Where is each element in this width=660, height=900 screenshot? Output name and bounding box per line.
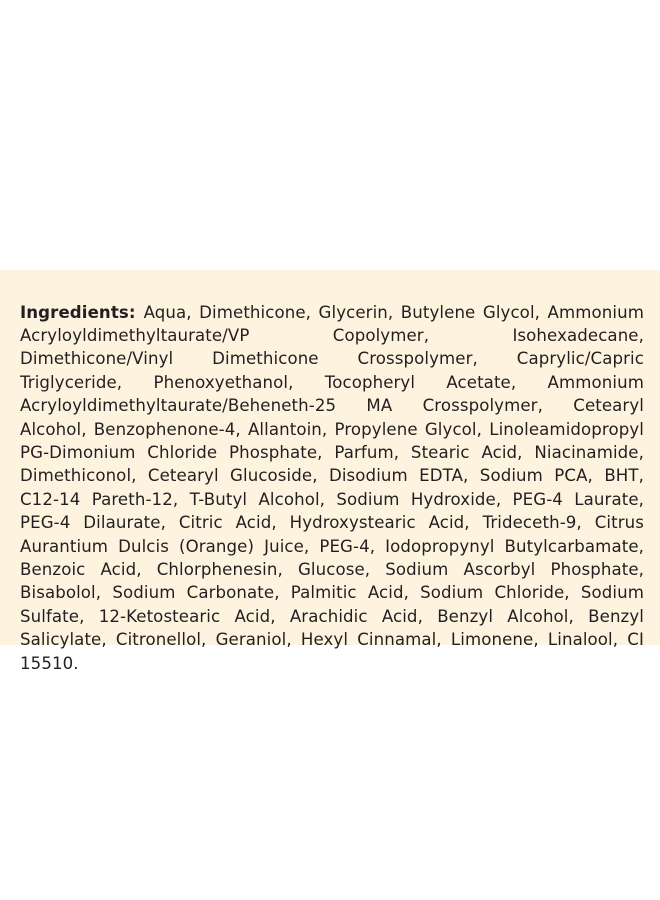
ingredients-panel [0,270,660,673]
ingredients-label: Ingredients: [20,302,144,322]
ingredients-text: Aqua, Dimethicone, Glycerin, Butylene Glycol, Ammonium Acryloyldimethyltaurate/VP Copolymer, Isohexadecane, Dimethicone/Vinyl Dimethicone Crosspolymer, Caprylic/Capric Triglyceride, Phenoxyethanol, Tocopheryl Acetate, Ammonium Acryloyldimethyltaurate/Beheneth-25 MA Crosspolymer, Cetearyl Alcohol, Benzophenone-4, Allantoin, Propylene Glycol, Linoleamidopropyl PG-Dimonium Chloride Phosphate, Parfum, Stearic Acid, Niacinamide, Dimethiconol, Cetearyl Glucoside, Disodium EDTA, Sodium PCA, BHT, C12-14 Pareth-12, T-Butyl Alcohol, Sodium Hydroxide, PEG-4 Laurate, PEG-4 Dilaurate, Citric Acid, Hydroxystearic Acid, Trideceth-9, Citrus Aurantium Dulcis (Orange) Juice, PEG-4, Iodopropynyl Butylcarbamate, Benzoic Acid, Chlorphenesin, Glucose, Sodium Ascorbyl Phosphate, Bisabolol, Sodium Carbonate, Palmitic Acid, Sodium Chloride, Sodium Sulfate, 12-Ketostearic Acid, Arachidic Acid, Benzyl Alcohol, Benzyl Salicylate, Citronellol, Geraniol, Hexyl Cinnamal, Limonene, Linalool, CI 15510. [20,302,644,673]
ingredients-paragraph [20,301,644,676]
